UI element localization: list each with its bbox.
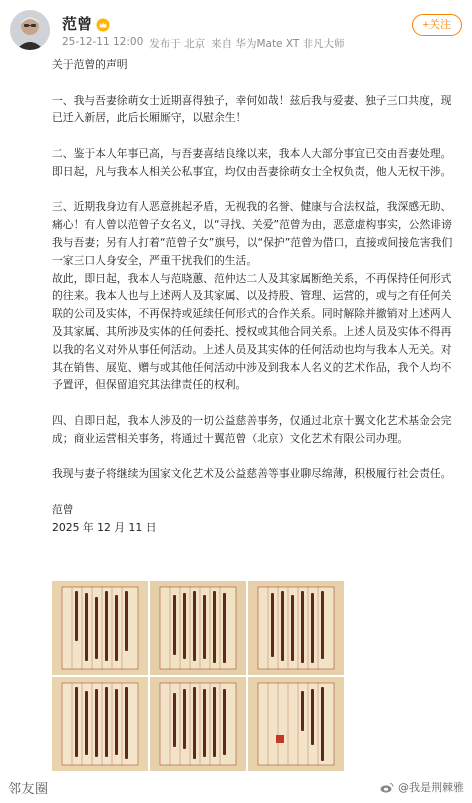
- letter-image-1[interactable]: [52, 581, 148, 675]
- paragraph-3a: 三、近期我身边有人恶意挑起矛盾，无视我的名誉、健康与合法权益，我深感无助、痛心！有人曾以范曾子女名义，以“寻找、关爱”范曾为由，恶意虚构事实，公然诽谤我与吾妻；另有人打着“范曾子女”旗号，以“保护”范曾为借口，直接或间接危害我们一家三口人身安全，严重干扰我们的生活。: [52, 200, 453, 267]
- post-title: 关于范曾的声明: [52, 58, 128, 71]
- post-date: 25-12-11 12:00: [62, 36, 144, 48]
- watermark-left: 邻友圈: [8, 782, 49, 797]
- avatar-portrait-icon: [10, 10, 50, 50]
- letter-image-3[interactable]: [248, 581, 344, 675]
- post-device: 来自 华为Mate XT 非凡大师: [211, 38, 345, 50]
- post-meta: [62, 36, 345, 51]
- follow-button[interactable]: +关注: [412, 14, 462, 36]
- handwritten-letter-icon: [248, 677, 344, 771]
- author-row: [62, 13, 110, 34]
- signature-name: 范曾: [52, 502, 74, 516]
- post-header: [10, 10, 462, 54]
- weibo-icon: [380, 782, 394, 793]
- handwritten-letter-icon: [52, 677, 148, 771]
- handwritten-letter-icon: [150, 677, 246, 771]
- paragraph-2: 二、鉴于本人年事已高，与吾妻喜结良缘以来，我本人大部分事宜已交由吾妻处理。即日起，凡与我本人相关公私事宜，均仅由吾妻徐萌女士全权负责，他人无权干涉。: [52, 146, 452, 178]
- handwritten-letter-icon: [150, 581, 246, 675]
- post-content: [52, 56, 456, 537]
- author-name[interactable]: 范曾: [62, 15, 93, 33]
- letter-image-5[interactable]: [150, 677, 246, 771]
- letter-image-4[interactable]: [52, 677, 148, 771]
- paragraph-1: 一、我与吾妻徐萌女士近期喜得独子，幸何如哉！兹后我与爱妻、独子三口共度，现已迁入新居，此后长厢厮守，以慰余生！: [52, 93, 452, 125]
- image-grid: [52, 581, 328, 771]
- letter-image-6[interactable]: [248, 677, 344, 771]
- watermark-right: [380, 779, 464, 795]
- letter-image-2[interactable]: [150, 581, 246, 675]
- paragraph-3b: 故此，即日起，我本人与范晓蕙、范仲达二人及其家属断绝关系，不再保持任何形式的往来。我本人也与上述两人及其家属、以及持股、管理、运营的，或与之有任何关联的公司及实体，不再保持或延续任何形式的合作关系。同时解除并撤销对上述两人及其家属、其所涉及实体的任何委托、授权或其他合同关系。上述人员及实体不得再以我的名义对外从事任何活动。上述人员及其实体的任何活动也均与我本人无关。对其在销售、展览、赠与或其他任何活动中涉及到我本人名义的艺术作品，我个人均不予置评，但保留追究其法律责任的权利。: [52, 271, 452, 392]
- avatar[interactable]: [10, 10, 50, 50]
- post-source: 发布于 北京: [149, 38, 206, 50]
- paragraph-4: 四、自即日起，我本人涉及的一切公益慈善事务，仅通过北京十翼文化艺术基金会完成；商业运营相关事务，将通过十翼范曾（北京）文化艺术有限公司办理。: [52, 413, 452, 445]
- paragraph-5: 我现与妻子将继续为国家文化艺术及公益慈善等事业聊尽绵薄，积极履行社会责任。: [52, 467, 452, 481]
- signature-date: 2025 年 12 月 11 日: [52, 520, 157, 534]
- crown-icon: [96, 17, 110, 31]
- watermark-right-text: @我是荆棘雅: [398, 781, 464, 794]
- handwritten-letter-icon: [52, 581, 148, 675]
- handwritten-letter-icon: [248, 581, 344, 675]
